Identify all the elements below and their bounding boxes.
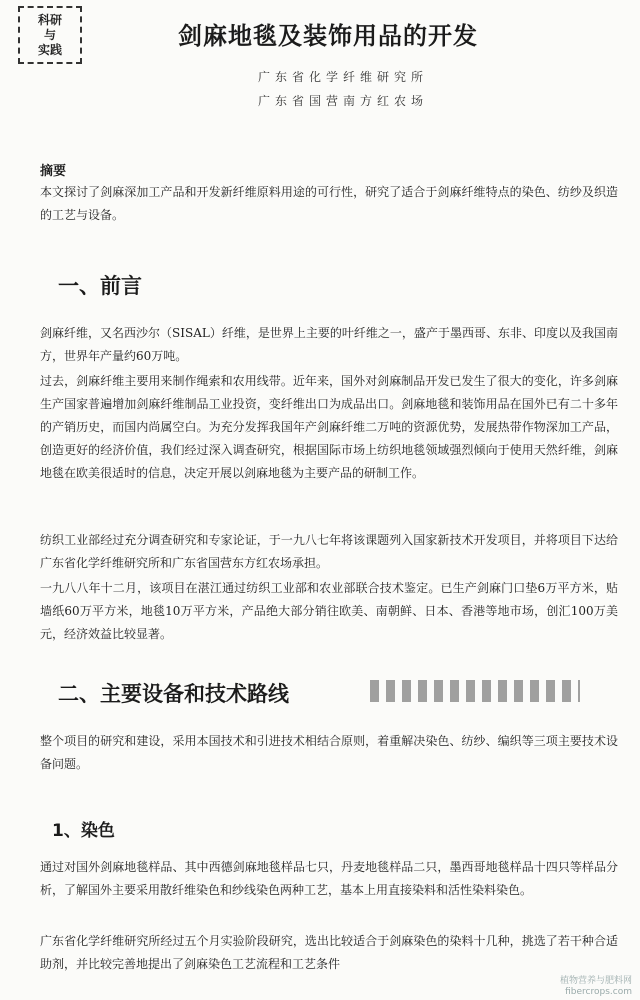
watermark-line: 植物营养与肥料网 <box>559 976 632 986</box>
document-title: 剑麻地毯及装饰用品的开发 <box>178 22 478 50</box>
affiliation: 广东省国营南方红农场 <box>258 94 429 108</box>
paragraph: 一九八八年十二月，该项目在湛江通过纺织工业部和农业部联合技术鉴定。已生产剑麻门口垫6万平方米，贴墙纸60万平方米，地毯10万平方米，产品绝大部分销往欧美、南朝鲜、日本、香港等地市场，创汇100万美元，经济效益比较显著。 <box>40 581 618 641</box>
affiliation: 广东省化学纤维研究所 <box>258 70 429 84</box>
ink-smudge <box>370 680 580 702</box>
subsection-heading: 1、染色 <box>52 821 115 841</box>
abstract-text: 本文探讨了剑麻深加工产品和开发新纤维原料用途的可行性，研究了适合于剑麻纤维特点的染色、纺纱及织造的工艺与设备。 <box>40 185 618 222</box>
abstract-heading: 摘要 <box>40 164 67 179</box>
paragraph: 通过对国外剑麻地毯样品、其中西德剑麻地毯样品七只，丹麦地毯样品二只，墨西哥地毯样品十四只等样品分析，了解国外主要采用散纤维染色和纱线染色两种工艺，基本上用直接染料和活性染料染色。 <box>40 860 618 897</box>
watermark <box>560 976 632 998</box>
stamp-line: 实践 <box>37 42 62 57</box>
paragraph: 整个项目的研究和建设，采用本国技术和引进技术相结合原则，着重解决染色、纺纱、编织等三项主要技术设备问题。 <box>40 734 618 771</box>
paragraph: 纺织工业部经过充分调查研究和专家论证，于一九八七年将该课题列入国家新技术开发项目，并将项目下达给广东省化学纤维研究所和广东省国营东方红农场承担。 <box>40 533 618 570</box>
stamp-line: 与 <box>43 27 56 42</box>
stamp-line: 科研 <box>37 12 62 27</box>
paragraph: 剑麻纤维，又名西沙尔（SISAL）纤维，是世界上主要的叶纤维之一，盛产于墨西哥、东非、印度以及我国南方，世界年产量约60万吨。 <box>40 326 618 363</box>
paragraph: 过去，剑麻纤维主要用来制作绳索和农用线带。近年来，国外对剑麻制品开发已发生了很大的变化，许多剑麻生产国家普遍增加剑麻纤维制品工业投资，变纤维出口为成品出口。剑麻地毯和装饰用品在国外已有二十多年的产销历史，而国内尚属空白。为充分发挥我国年产剑麻纤维二万吨的资源优势，发展热带作物深加工产品，创造更好的经济价值，我们经过深入调查研究，根据国际市场上纺织地毯领域强烈倾向于使用天然纤维，剑麻地毯在欧美很适时的信息，决定开展以剑麻地毯为主要产品的研制工作。 <box>40 374 618 480</box>
section-heading: 二、主要设备和技术路线 <box>58 682 289 706</box>
paragraph: 广东省化学纤维研究所经过五个月实验阶段研究，选出比较适合于剑麻染色的染料十几种，挑选了若干种合适助剂，并比较完善地提出了剑麻染色工艺流程和工艺条件 <box>40 934 618 971</box>
watermark-line: fibercrops.com <box>565 987 632 997</box>
stamp <box>18 6 82 64</box>
section-heading: 一、前言 <box>58 274 142 298</box>
